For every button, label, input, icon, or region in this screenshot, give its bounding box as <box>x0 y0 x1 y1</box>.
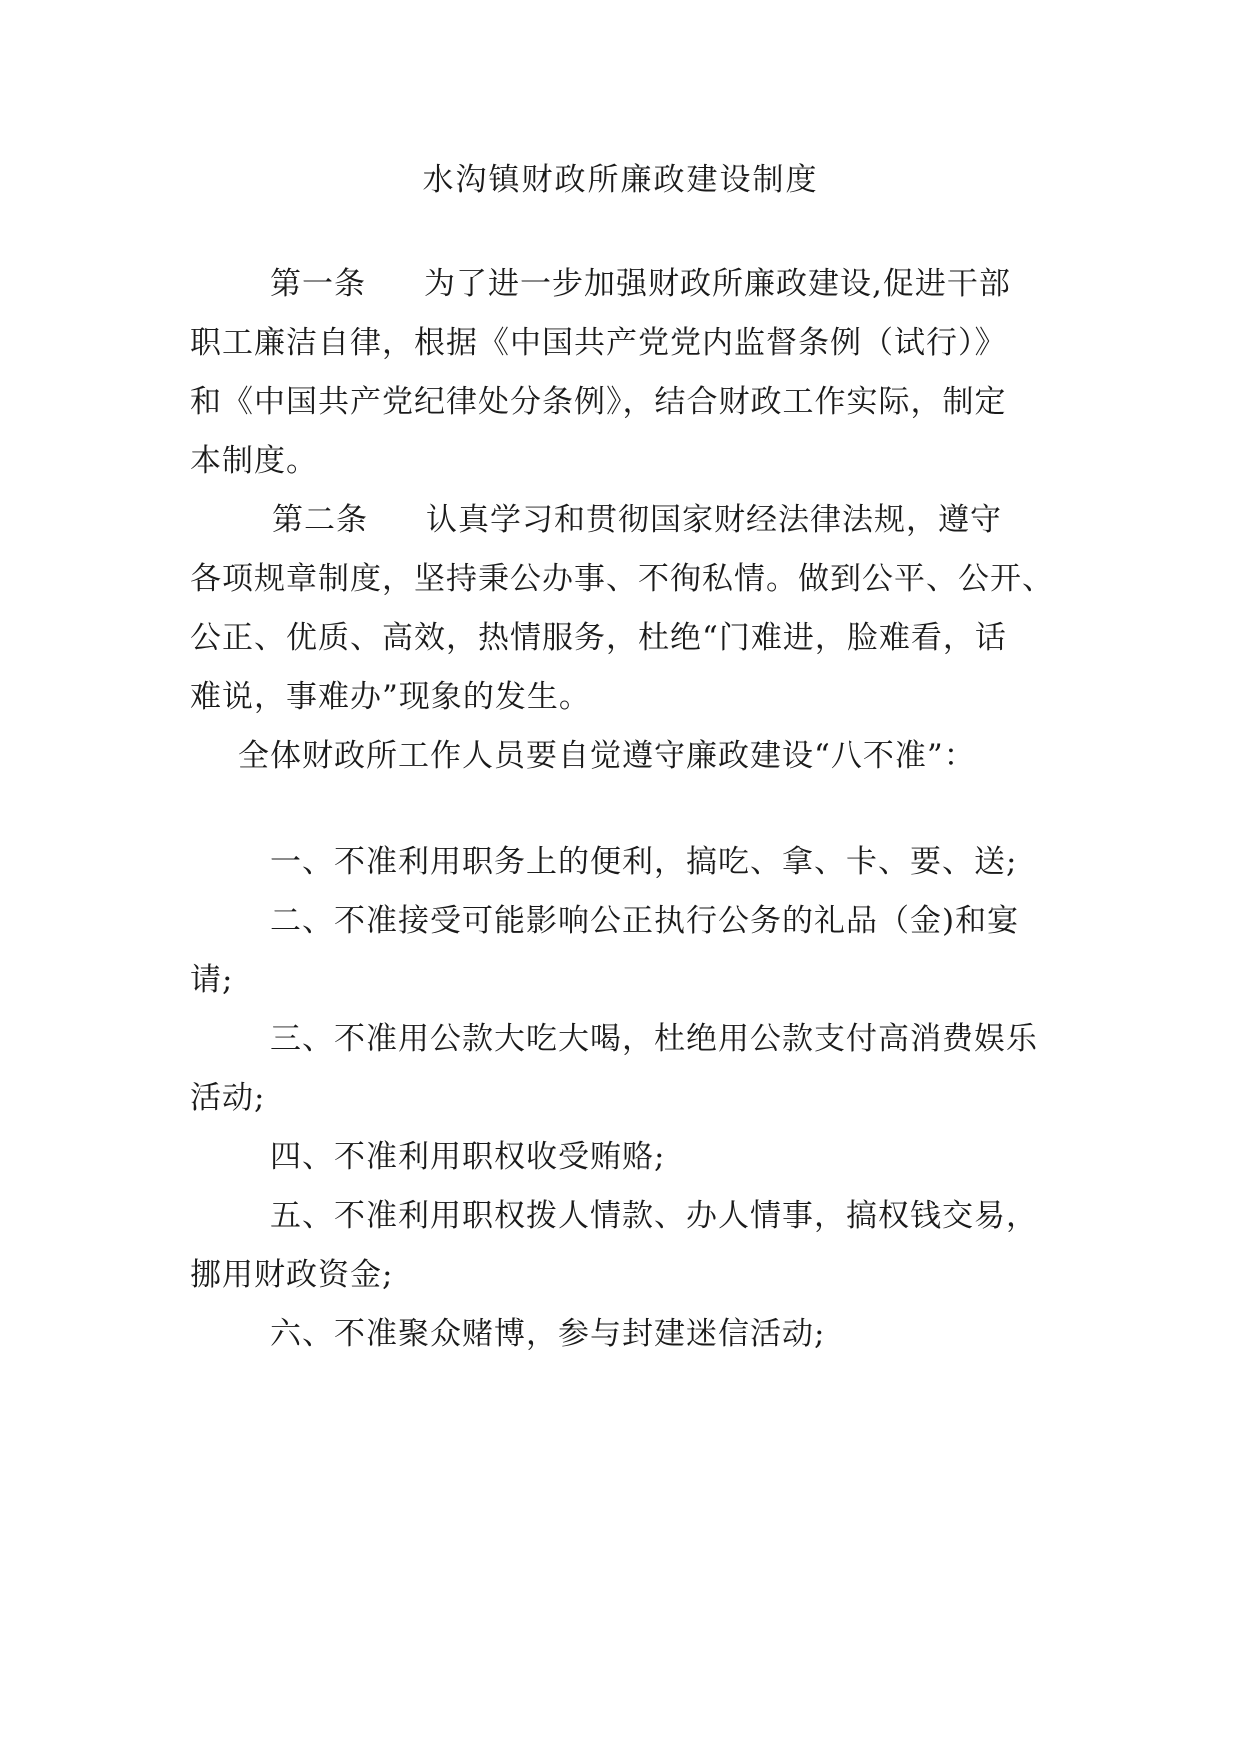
rule-2-line-2: 请; <box>190 962 234 998</box>
article-2-first-line <box>272 498 1002 542</box>
rule-6: 六、不准聚众赌博，参与封建迷信活动; <box>270 1316 826 1352</box>
article-2-text-line-3: 公正、优质、高效，热情服务，杜绝“门难进，脸难看，话 <box>190 620 1007 656</box>
eight-rules-intro: 全体财政所工作人员要自觉遵守廉政建设“八不准”： <box>238 738 976 774</box>
article-2-text-line-4: 难说，事难办”现象的发生。 <box>190 679 591 715</box>
rule-2-line-1: 二、不准接受可能影响公正执行公务的礼品（金)和宴 <box>270 903 1020 939</box>
rule-4: 四、不准利用职权收受贿赂; <box>270 1139 666 1175</box>
article-1-text-line-1: 为了进一步加强财政所廉政建设,促进干部 <box>424 266 1011 302</box>
document-title: 水沟镇财政所廉政建设制度 <box>422 162 819 198</box>
article-1-first-line <box>270 262 1011 306</box>
article-2-label: 第二条 <box>272 502 368 538</box>
article-2-text-line-1: 认真学习和贯彻国家财经法律法规，遵守 <box>426 502 1002 538</box>
article-1-text-line-2: 职工廉洁自律，根据《中国共产党党内监督条例（试行）》 <box>190 325 1007 361</box>
article-1-label: 第一条 <box>270 266 366 302</box>
rule-1: 一、不准利用职务上的便利，搞吃、拿、卡、要、送; <box>270 844 1018 880</box>
article-2-text-line-2: 各项规章制度，坚持秉公办事、不徇私情。做到公平、公开、 <box>190 561 1054 597</box>
rule-5-line-1: 五、不准利用职权拨人情款、办人情事，搞权钱交易， <box>270 1198 1038 1234</box>
rule-3-line-2: 活动; <box>190 1080 266 1116</box>
article-1-text-line-3: 和《中国共产党纪律处分条例》，结合财政工作实际，制定 <box>190 384 1007 420</box>
rule-5-line-2: 挪用财政资金; <box>190 1257 394 1293</box>
rule-3-line-1: 三、不准用公款大吃大喝，杜绝用公款支付高消费娱乐 <box>270 1021 1038 1057</box>
article-1-text-line-4: 本制度。 <box>190 443 318 479</box>
